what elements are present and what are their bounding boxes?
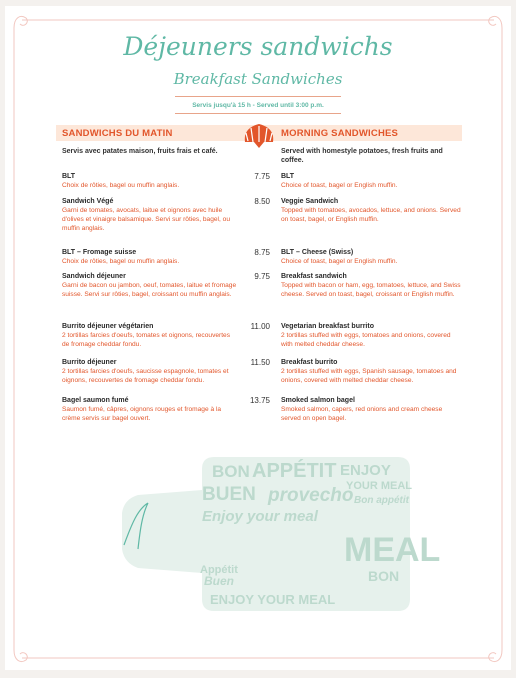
menu-item-fr	[62, 172, 237, 190]
buen-word: BUEN	[202, 484, 256, 505]
intro-note-en: Served with homestyle potatoes, fresh fruits and coffee.	[281, 148, 443, 164]
item-name: Vegetarian breakfast burrito	[281, 323, 374, 330]
menu-item-fr	[62, 396, 237, 423]
menu-item-en	[281, 272, 461, 299]
menu-item-en	[281, 396, 461, 423]
buen-small-word: Buen	[204, 574, 234, 588]
divider	[175, 113, 341, 114]
item-description: 2 tortillas stuffed with eggs, Spanish sausage, tomatoes and onions, covered with melted cheddar cheese.	[281, 368, 457, 384]
item-name: Bagel saumon fumé	[62, 397, 129, 404]
item-description: Choice of toast, bagel or English muffin.	[281, 182, 398, 189]
menu-item-fr	[62, 197, 240, 233]
page-title-en: Breakfast Sandwiches	[173, 70, 343, 88]
menu-item-fr	[62, 358, 237, 385]
section-header-en: MORNING SANDWICHES	[281, 128, 399, 139]
menu-item-en	[281, 197, 461, 224]
item-description: Topped with tomatoes, avocados, lettuce, and onions. Served on toast, bagel, or English muffin.	[281, 207, 461, 223]
bon-small-word: BON	[368, 568, 400, 584]
item-name: Burrito déjeuner	[62, 359, 117, 366]
menu-item-en	[281, 322, 461, 349]
menu-item-en	[281, 248, 461, 266]
item-name: Smoked salmon bagel	[281, 397, 355, 404]
item-name: BLT	[62, 173, 76, 180]
item-name: Breakfast sandwich	[281, 273, 347, 280]
item-price: 8.75	[254, 248, 270, 257]
service-hours: Servis jusqu'à 15 h - Served until 3:00 p.m.	[192, 102, 324, 109]
provecho-word: provecho	[268, 485, 354, 506]
item-name: BLT	[281, 173, 295, 180]
enjoy-word: ENJOY	[340, 462, 391, 479]
item-description: Garni de bacon ou jambon, oeuf, tomates, laitue et fromage suisse. Servi sur rôties, bagel, croissant ou muffin anglais.	[62, 282, 237, 298]
item-name: Veggie Sandwich	[281, 198, 339, 205]
intro-note-fr: Servis avec patates maison, fruits frais et café.	[62, 148, 218, 155]
menu-item-fr	[62, 322, 237, 349]
item-name: Burrito déjeuner végétarien	[62, 323, 154, 330]
item-name: Breakfast burrito	[281, 359, 338, 366]
item-description: Smoked salmon, capers, red onions and cream cheese served on open bagel.	[281, 406, 443, 422]
item-name: BLT – Cheese (Swiss)	[281, 249, 354, 256]
item-description: Garni de tomates, avocats, laitue et oignons avec huile d'olives et vinaigre balsamique. Servi sur rôties, bagel, ou muffin anglais.	[62, 207, 231, 232]
your-meal-word: YOUR MEAL	[346, 480, 412, 492]
bon-word: BON	[212, 462, 250, 481]
item-description: 2 tortillas farcies d'oeufs, saucisse espagnole, tomates et oignons, recouvertes de fromage cheddar fondu.	[62, 368, 229, 384]
item-description: Choice of toast, bagel or English muffin.	[281, 258, 398, 265]
cutting-board-icon	[118, 453, 441, 618]
item-name: Sandwich Végé	[62, 198, 114, 205]
item-name: BLT – Fromage suisse	[62, 249, 137, 256]
enjoy-your-meal-word: Enjoy your meal	[202, 508, 318, 525]
section-header-fr: SANDWICHS DU MATIN	[62, 128, 173, 139]
menu-item-en	[281, 358, 461, 385]
item-price: 13.75	[249, 396, 270, 405]
item-description: Saumon fumé, câpres, oignons rouges et fromage à la crème servis sur bagel ouvert.	[62, 406, 222, 422]
item-price: 11.00	[250, 322, 270, 331]
item-price: 11.50	[250, 358, 270, 367]
shell-icon	[241, 120, 277, 150]
item-description: Choix de rôties, bagel ou muffin anglais.	[62, 258, 180, 265]
item-price: 7.75	[254, 172, 270, 181]
menu-item-fr	[62, 248, 237, 266]
appetit-word: APPÉTIT	[252, 460, 337, 482]
item-description: Topped with bacon or ham, egg, tomatoes, lettuce, and Swiss cheese. Served on toast, bagel, croissant or English muffin.	[281, 282, 461, 298]
page-title-fr: Déjeuners sandwichs	[123, 32, 393, 61]
item-description: 2 tortillas farcies d'oeufs, tomates et oignons, recouvertes de fromage cheddar fondu.	[62, 332, 231, 348]
meal-word: MEAL	[344, 531, 441, 569]
bon-appetit-word: Bon appétit	[354, 495, 409, 506]
divider	[175, 96, 341, 97]
item-name: Sandwich déjeuner	[62, 273, 126, 280]
appetit-small-word: Appétit	[200, 564, 238, 576]
menu-item-fr	[62, 272, 237, 299]
item-description: 2 tortillas stuffed with eggs, tomatoes and onions, covered with melted cheddar cheese.	[281, 332, 451, 348]
item-price: 8.50	[254, 197, 270, 206]
menu-item-en	[281, 172, 461, 190]
item-price: 9.75	[254, 272, 270, 281]
enjoy-your-meal-bottom-word: ENJOY YOUR MEAL	[210, 592, 336, 607]
item-description: Choix de rôties, bagel ou muffin anglais.	[62, 182, 180, 189]
